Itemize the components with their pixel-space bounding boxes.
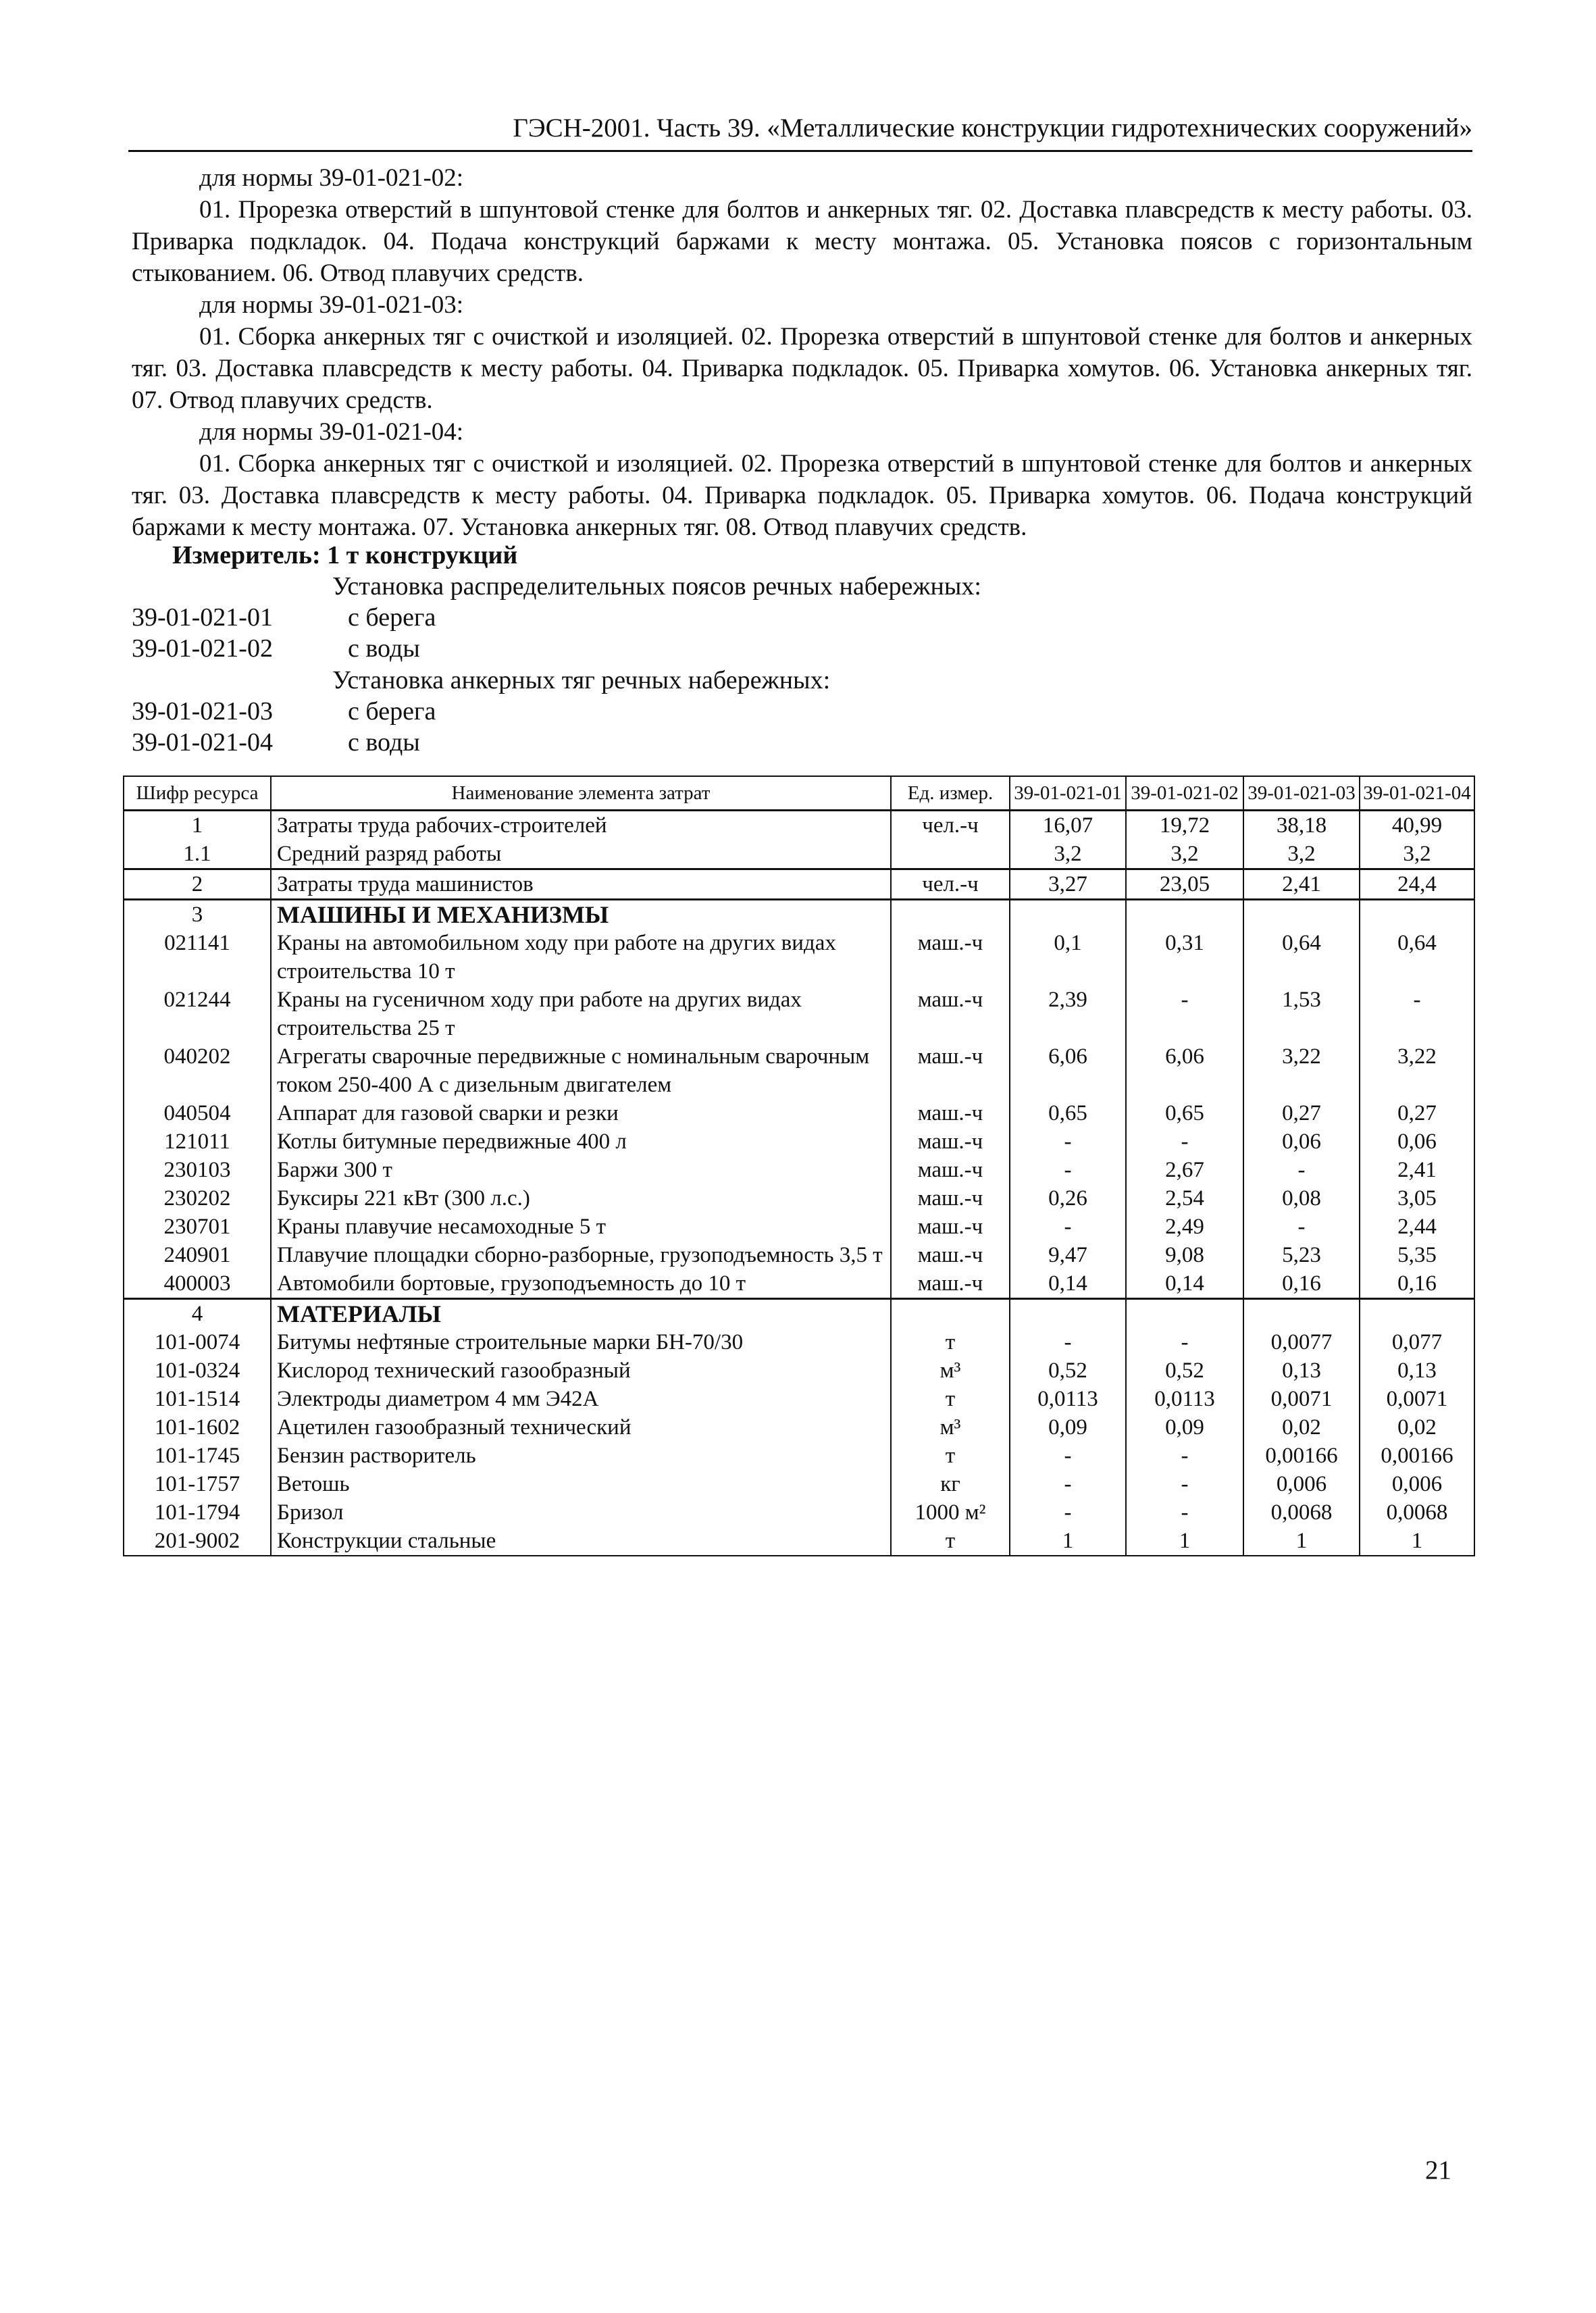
cell-code: 1.1 [124, 840, 271, 869]
cell-value: - [1243, 1156, 1360, 1184]
cell-value: 0,14 [1010, 1269, 1126, 1299]
cell-name: МАШИНЫ И МЕХАНИЗМЫ [271, 900, 891, 930]
cell-value: 0,02 [1360, 1413, 1474, 1442]
cell-value: 0,27 [1243, 1099, 1360, 1127]
header-name: Наименование элемента затрат [271, 776, 891, 811]
cell-unit: маш.-ч [891, 929, 1010, 986]
cell-value: 6,06 [1010, 1042, 1126, 1099]
cell-value: 2,67 [1126, 1156, 1243, 1184]
cell-unit: т [891, 1527, 1010, 1556]
cell-code: 1 [124, 811, 271, 840]
cell-name: Затраты труда рабочих-строителей [271, 811, 891, 840]
norm-desc: с воды [348, 634, 420, 663]
cell-value: 1 [1243, 1527, 1360, 1556]
cell-value: 1,53 [1243, 986, 1360, 1042]
table-row [124, 929, 1474, 986]
cell-value [1126, 1299, 1243, 1329]
table-row [124, 1241, 1474, 1269]
cell-value: 0,0071 [1360, 1385, 1474, 1413]
table-row [124, 811, 1474, 840]
page-number: 21 [1425, 2156, 1451, 2185]
table-row [124, 869, 1474, 900]
cell-name: Бензин растворитель [271, 1442, 891, 1470]
cell-value: - [1126, 1127, 1243, 1156]
cell-value: 3,2 [1126, 840, 1243, 869]
cell-name: Битумы нефтяные строительные марки БН-70/30 [271, 1328, 891, 1356]
cell-unit: т [891, 1328, 1010, 1356]
cell-value: 6,06 [1126, 1042, 1243, 1099]
cell-code: 121011 [124, 1127, 271, 1156]
cell-value [1010, 1299, 1126, 1329]
cell-value: 0,006 [1360, 1470, 1474, 1498]
cell-name: Плавучие площадки сборно-разборные, грузоподъемность 3,5 т [271, 1241, 891, 1269]
cell-code: 101-0324 [124, 1356, 271, 1385]
cell-name: Краны на автомобильном ходу при работе на других видах строительства 10 т [271, 929, 891, 986]
header-norm: 39-01-021-03 [1243, 776, 1360, 811]
table-row [124, 900, 1474, 930]
table-row [124, 1127, 1474, 1156]
cell-name: Краны на гусеничном ходу при работе на других видах строительства 25 т [271, 986, 891, 1042]
cell-unit: маш.-ч [891, 1099, 1010, 1127]
table-row [124, 840, 1474, 869]
cell-code: 2 [124, 869, 271, 900]
cell-value: 0,00166 [1243, 1442, 1360, 1470]
cell-name: Баржи 300 т [271, 1156, 891, 1184]
cell-value: - [1010, 1442, 1126, 1470]
cell-value: 3,2 [1360, 840, 1474, 869]
intro-text [132, 162, 1472, 543]
cell-value: - [1010, 1213, 1126, 1241]
cell-unit: 1000 м² [891, 1498, 1010, 1527]
cell-name: Бризол [271, 1498, 891, 1527]
cell-value: 0,1 [1010, 929, 1126, 986]
cell-value: 0,13 [1243, 1356, 1360, 1385]
cell-value: 0,26 [1010, 1184, 1126, 1213]
cell-value: 0,64 [1360, 929, 1474, 986]
cell-value: 1 [1126, 1527, 1243, 1556]
cell-value: - [1126, 986, 1243, 1042]
cell-value: 23,05 [1126, 869, 1243, 900]
cell-unit: маш.-ч [891, 1127, 1010, 1156]
header-norm: 39-01-021-01 [1010, 776, 1126, 811]
cell-name: Средний разряд работы [271, 840, 891, 869]
cell-value: 0,16 [1360, 1269, 1474, 1299]
cell-value: 40,99 [1360, 811, 1474, 840]
table-row [124, 1328, 1474, 1356]
cell-code: 101-1745 [124, 1442, 271, 1470]
cell-value: 16,07 [1010, 811, 1126, 840]
cell-value: 0,006 [1243, 1470, 1360, 1498]
cell-code: 101-1514 [124, 1385, 271, 1413]
cell-value: 0,09 [1010, 1413, 1126, 1442]
cell-value: 0,09 [1126, 1413, 1243, 1442]
cell-unit: т [891, 1385, 1010, 1413]
table-row [124, 1442, 1474, 1470]
cell-value: - [1010, 1470, 1126, 1498]
cell-value: 24,4 [1360, 869, 1474, 900]
norm-label: для нормы 39-01-021-04: [199, 418, 464, 446]
cell-value: - [1126, 1328, 1243, 1356]
cell-value: - [1126, 1498, 1243, 1527]
cell-value: - [1126, 1470, 1243, 1498]
cell-value: 0,0077 [1243, 1328, 1360, 1356]
cell-value: 0,00166 [1360, 1442, 1474, 1470]
cell-value [1243, 1299, 1360, 1329]
cell-name: Ветошь [271, 1470, 891, 1498]
cell-name: Краны плавучие несамоходные 5 т [271, 1213, 891, 1241]
cell-unit: маш.-ч [891, 1156, 1010, 1184]
cell-code: 230202 [124, 1184, 271, 1213]
cell-code: 230701 [124, 1213, 271, 1241]
cell-value: 0,52 [1010, 1356, 1126, 1385]
cell-code: 101-1602 [124, 1413, 271, 1442]
cell-value: - [1243, 1213, 1360, 1241]
cell-code: 021244 [124, 986, 271, 1042]
cell-value: - [1360, 986, 1474, 1042]
cell-name: Затраты труда машинистов [271, 869, 891, 900]
table-row [124, 1299, 1474, 1329]
cell-value: 2,39 [1010, 986, 1126, 1042]
cell-value: 0,06 [1243, 1127, 1360, 1156]
cell-code: 400003 [124, 1269, 271, 1299]
cell-code: 3 [124, 900, 271, 930]
table-row [124, 1213, 1474, 1241]
cell-value: 0,06 [1360, 1127, 1474, 1156]
cell-unit: маш.-ч [891, 1269, 1010, 1299]
cell-code: 040202 [124, 1042, 271, 1099]
norm-label: для нормы 39-01-021-02: [199, 164, 464, 192]
cell-unit: чел.-ч [891, 811, 1010, 840]
norm-desc: с берега [348, 603, 436, 632]
cell-value: 0,31 [1126, 929, 1243, 986]
cell-code: 101-1794 [124, 1498, 271, 1527]
norm-desc: с воды [348, 728, 420, 757]
cell-value: 0,0071 [1243, 1385, 1360, 1413]
cell-name: Электроды диаметром 4 мм Э42А [271, 1385, 891, 1413]
cell-value: 3,05 [1360, 1184, 1474, 1213]
cell-value: 0,0113 [1126, 1385, 1243, 1413]
group-title: Установка распределительных поясов речных набережных: [332, 572, 981, 601]
cell-unit [891, 1299, 1010, 1329]
table-row [124, 1184, 1474, 1213]
table-row [124, 1269, 1474, 1299]
page-header [128, 109, 1472, 152]
cell-value: 1 [1360, 1527, 1474, 1556]
cell-value: 2,49 [1126, 1213, 1243, 1241]
cell-name: Конструкции стальные [271, 1527, 891, 1556]
norm-desc: с берега [348, 697, 436, 726]
cell-value: 0,02 [1243, 1413, 1360, 1442]
cell-value: 0,077 [1360, 1328, 1474, 1356]
cell-code: 101-0074 [124, 1328, 271, 1356]
table-row [124, 1042, 1474, 1099]
measure-unit: Измеритель: 1 т конструкций [172, 541, 518, 569]
header-unit: Ед. измер. [891, 776, 1010, 811]
cell-code: 101-1757 [124, 1470, 271, 1498]
cell-code: 4 [124, 1299, 271, 1329]
cell-unit: маш.-ч [891, 1042, 1010, 1099]
cell-value [1126, 900, 1243, 930]
header-norm: 39-01-021-04 [1360, 776, 1474, 811]
cell-unit [891, 840, 1010, 869]
cell-value [1243, 900, 1360, 930]
operations-text: 01. Сборка анкерных тяг с очисткой и изоляцией. 02. Прорезка отверстий в шпунтовой стенке для болтов и анкерных тяг. 03. Доставка плавсредств к месту работы. 04. Приварка подкладок. 05. Приварка хомутов. 06. Установка анкерных тяг. 07. Отвод плавучих средств. [132, 323, 1472, 414]
cell-value: 2,41 [1243, 869, 1360, 900]
cell-value: 5,35 [1360, 1241, 1474, 1269]
table-row [124, 1527, 1474, 1556]
operations-text: 01. Прорезка отверстий в шпунтовой стенке для болтов и анкерных тяг. 02. Доставка плавсредств к месту работы. 03. Приварка подкладок. 04. Подача конструкций баржами к месту монтажа. 05. Установка поясов с горизонтальным стыкованием. 06. Отвод плавучих средств. [132, 196, 1472, 287]
cell-value: - [1010, 1127, 1126, 1156]
cell-value: 0,08 [1243, 1184, 1360, 1213]
cell-value: 0,14 [1126, 1269, 1243, 1299]
cell-value: 19,72 [1126, 811, 1243, 840]
cell-unit [891, 900, 1010, 930]
cell-value: 0,52 [1126, 1356, 1243, 1385]
cell-name: Автомобили бортовые, грузоподъемность до 10 т [271, 1269, 891, 1299]
table-row [124, 1156, 1474, 1184]
cell-unit: м³ [891, 1413, 1010, 1442]
cell-value: 2,41 [1360, 1156, 1474, 1184]
cell-name: Ацетилен газообразный технический [271, 1413, 891, 1442]
cell-value: 3,22 [1360, 1042, 1474, 1099]
cell-name: Котлы битумные передвижные 400 л [271, 1127, 891, 1156]
cell-code: 240901 [124, 1241, 271, 1269]
resource-table [123, 776, 1475, 1556]
cell-value: 2,54 [1126, 1184, 1243, 1213]
header-code: Шифр ресурса [124, 776, 271, 811]
cell-value: 9,47 [1010, 1241, 1126, 1269]
cell-code: 201-9002 [124, 1527, 271, 1556]
header-norm: 39-01-021-02 [1126, 776, 1243, 811]
norm-code: 39-01-021-03 [132, 697, 273, 726]
cell-value: 3,27 [1010, 869, 1126, 900]
table-header-row [124, 776, 1474, 811]
cell-value: 38,18 [1243, 811, 1360, 840]
cell-value: 0,27 [1360, 1099, 1474, 1127]
table-row [124, 986, 1474, 1042]
cell-unit: маш.-ч [891, 986, 1010, 1042]
cell-value: 3,2 [1243, 840, 1360, 869]
cell-unit: маш.-ч [891, 1184, 1010, 1213]
cell-unit: чел.-ч [891, 869, 1010, 900]
cell-value: - [1010, 1498, 1126, 1527]
cell-name: Агрегаты сварочные передвижные с номинальным сварочным током 250-400 А с дизельным двигателем [271, 1042, 891, 1099]
cell-value: 0,0068 [1360, 1498, 1474, 1527]
cell-value: 0,65 [1010, 1099, 1126, 1127]
cell-unit: маш.-ч [891, 1213, 1010, 1241]
cell-value: 0,0113 [1010, 1385, 1126, 1413]
cell-value: 5,23 [1243, 1241, 1360, 1269]
cell-value: 9,08 [1126, 1241, 1243, 1269]
table-row [124, 1099, 1474, 1127]
cell-code: 040504 [124, 1099, 271, 1127]
cell-value: 0,16 [1243, 1269, 1360, 1299]
table-row [124, 1413, 1474, 1442]
cell-value: 0,13 [1360, 1356, 1474, 1385]
header-title: ГЭСН-2001. Часть 39. «Металлические конструкции гидротехнических сооружений» [513, 113, 1472, 143]
table-row [124, 1356, 1474, 1385]
cell-value: 0,64 [1243, 929, 1360, 986]
cell-value: 3,2 [1010, 840, 1126, 869]
cell-value [1360, 1299, 1474, 1329]
cell-name: Кислород технический газообразный [271, 1356, 891, 1385]
cell-unit: м³ [891, 1356, 1010, 1385]
cell-unit: маш.-ч [891, 1241, 1010, 1269]
operations-text: 01. Сборка анкерных тяг с очисткой и изоляцией. 02. Прорезка отверстий в шпунтовой стенке для болтов и анкерных тяг. 03. Доставка плавсредств к месту работы. 04. Приварка подкладок. 05. Приварка хомутов. 06. Подача конструкций баржами к месту монтажа. 07. Установка анкерных тяг. 08. Отвод плавучих средств. [132, 450, 1472, 541]
norm-code: 39-01-021-04 [132, 728, 273, 757]
cell-unit: кг [891, 1470, 1010, 1498]
cell-code: 230103 [124, 1156, 271, 1184]
table-row [124, 1498, 1474, 1527]
norm-code: 39-01-021-02 [132, 634, 273, 663]
cell-value: 2,44 [1360, 1213, 1474, 1241]
cell-name: МАТЕРИАЛЫ [271, 1299, 891, 1329]
cell-value: - [1126, 1442, 1243, 1470]
cell-code: 021141 [124, 929, 271, 986]
cell-value [1010, 900, 1126, 930]
norm-code: 39-01-021-01 [132, 603, 273, 632]
cell-value: - [1010, 1328, 1126, 1356]
cell-name: Аппарат для газовой сварки и резки [271, 1099, 891, 1127]
norm-label: для нормы 39-01-021-03: [199, 291, 464, 319]
table-row [124, 1470, 1474, 1498]
cell-name: Буксиры 221 кВт (300 л.с.) [271, 1184, 891, 1213]
cell-value: - [1010, 1156, 1126, 1184]
cell-value: 3,22 [1243, 1042, 1360, 1099]
cell-value: 0,65 [1126, 1099, 1243, 1127]
group-title: Установка анкерных тяг речных набережных: [332, 666, 831, 694]
cell-value [1360, 900, 1474, 930]
cell-unit: т [891, 1442, 1010, 1470]
cell-value: 0,0068 [1243, 1498, 1360, 1527]
cell-value: 1 [1010, 1527, 1126, 1556]
table-row [124, 1385, 1474, 1413]
